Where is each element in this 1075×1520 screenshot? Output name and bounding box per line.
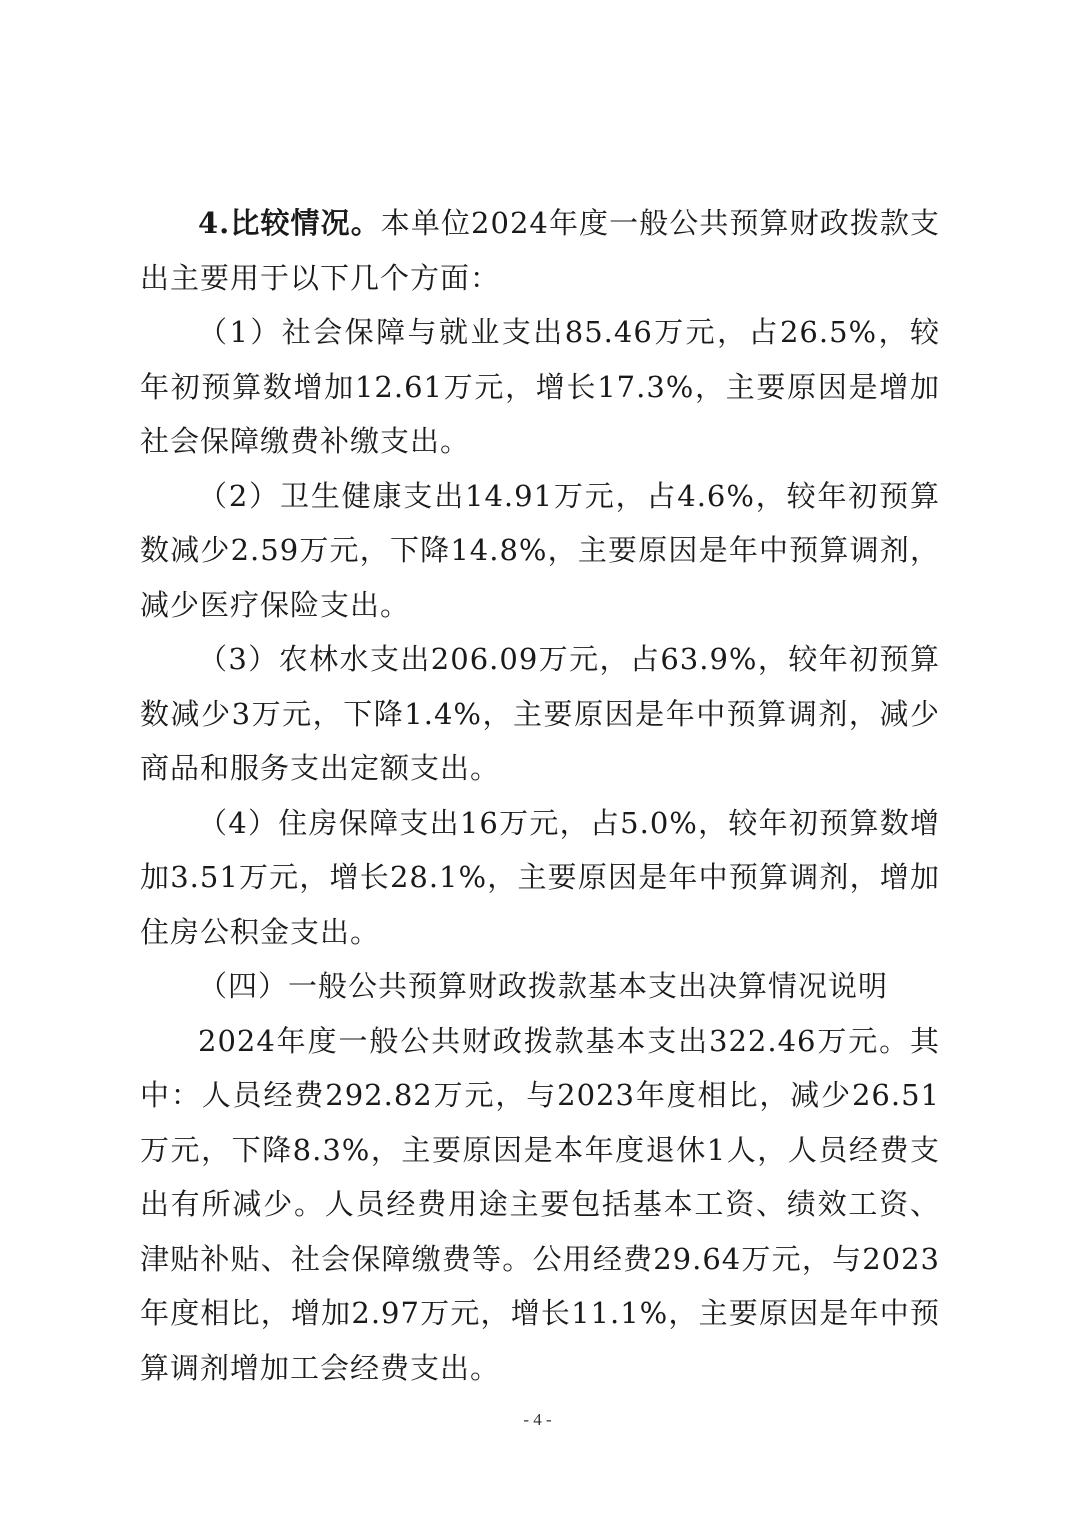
item-4-paragraph: （4）住房保障支出16万元，占5.0%，较年初预算数增加3.51万元，增长28.1%，主要原因是年中预算调剂，增加住房公积金支出。 bbox=[140, 805, 940, 949]
section-4-heading: 4.比较情况。 bbox=[198, 206, 381, 240]
item-3-paragraph: （3）农林水支出206.09万元，占63.9%，较年初预算数减少3万元，下降1.4%，主要原因是年中预算调剂，减少商品和服务支出定额支出。 bbox=[140, 642, 940, 785]
section-four-title: （四）一般公共预算财政拨款基本支出决算情况说明 bbox=[198, 969, 889, 1003]
item-2-paragraph: （2）卫生健康支出14.91万元，占4.6%，较年初预算数减少2.59万元，下降14.8%，主要原因是年中预算调剂，减少医疗保险支出。 bbox=[140, 478, 940, 622]
page-number: - 4 - bbox=[523, 1410, 552, 1429]
section-4-intro: 本单位2024年度一般公共预算财政拨款支出主要用于以下几个方面： bbox=[140, 206, 940, 295]
document-body bbox=[140, 196, 940, 1395]
item-1-paragraph: （1）社会保障与就业支出85.46万元，占26.5%，较年初预算数增加12.61万元，增长17.3%，主要原因是增加社会保障缴费补缴支出。 bbox=[140, 315, 940, 458]
section-4-paragraph bbox=[140, 196, 940, 305]
section-four-body: 2024年度一般公共财政拨款基本支出322.46万元。其中：人员经费292.82万元，与2023年度相比，减少26.51万元，下降8.3%，主要原因是本年度退休1人，人员经费支出有所减少。人员经费用途主要包括基本工资、绩效工资、津贴补贴、社会保障缴费等。公用经费29.64万元，与2023年度相比，增加2.97万元，增长11.1%，主要原因是年中预算调剂增加工会经费支出。 bbox=[140, 1023, 940, 1385]
